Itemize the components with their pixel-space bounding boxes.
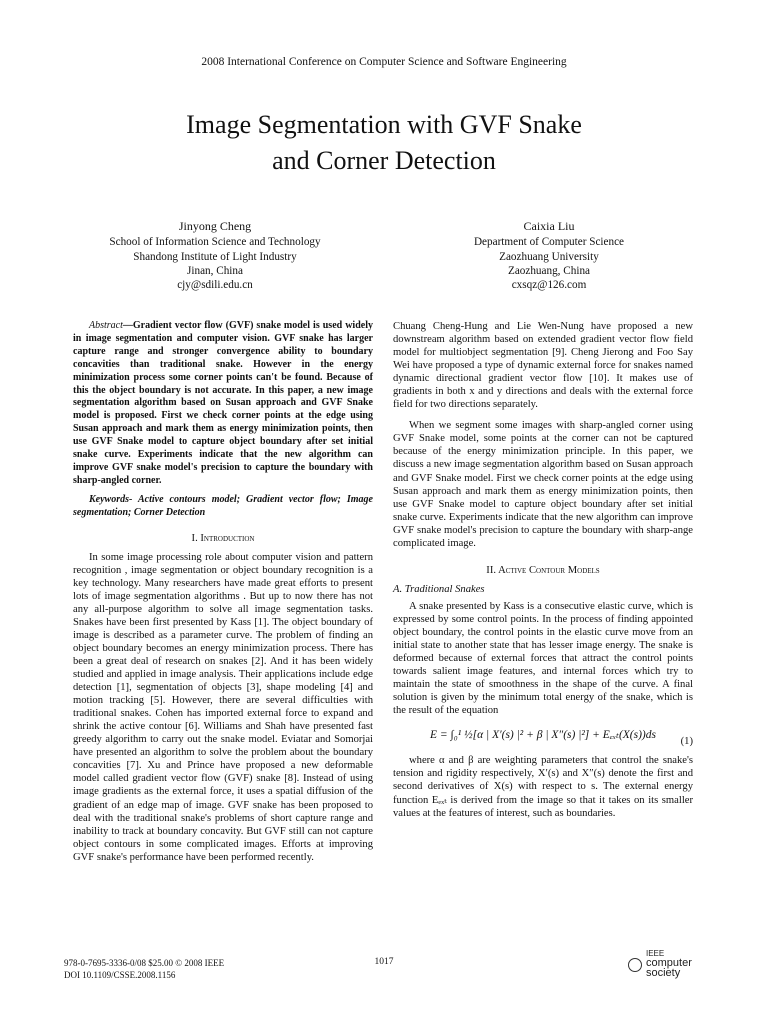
- conference-name: 2008 International Conference on Computer Science and Software Engineering: [201, 56, 567, 68]
- page-number: 1017: [374, 957, 394, 967]
- section-heading-introduction: I. Introduction: [191, 532, 255, 544]
- author-email[interactable]: cxsqz@126.com: [511, 279, 587, 292]
- footer-doi[interactable]: DOI 10.1109/CSSE.2008.1156: [64, 970, 176, 980]
- author-block-1: [50, 219, 380, 292]
- keywords: Keywords- Active contours model; Gradient vector flow; Image segmentation; Corner Detection: [73, 493, 373, 518]
- paragraph: A snake presented by Kass is a consecutive elastic curve, which is expressed by some control points. In the process of finding appointed object boundary, the control points in the elastic curve move from an initial state to another state that has lesser image energy. The snake is deformed because of external forces that attract the control points towards salient image features, and internal forces which try to maintain the state of smoothness in the shape of the curve. A final solution is given by the minimum total energy of the snake, which is the result of the equation: [393, 600, 693, 717]
- title-line-2: and Corner Detection: [272, 146, 496, 175]
- author-affiliation: School of Information Science and Technology: [109, 236, 321, 249]
- subsection-heading-traditional-snakes: A. Traditional Snakes: [393, 583, 485, 595]
- abstract-label: Abstract: [89, 320, 123, 331]
- abstract-text: —Gradient vector flow (GVF) snake model is used widely in image segmentation and computer vision. GVF snake has larger capture range and stronger convergence ability to boundary concavities than traditional snake. However in the energy minimization process some corner points can't be found. Because of this the object boundary is not accurate. In this paper, a new image segmentation algorithm based on Susan approach and GVF Snake model is proposed. First we check corner points at the edge using Susan approach and mark them as energy minimization points, then use GVF Snake model to capture object boundary after set initial snake curve. Experiments indicate that the new algorithm can improve GVF snake model's precision to capture the boundary with sharp-angled corner.: [73, 320, 373, 486]
- author-block-2: [384, 219, 714, 292]
- paper-title: [0, 107, 768, 179]
- globe-icon: [628, 958, 642, 972]
- abstract: [73, 320, 373, 488]
- author-institution: Zaozhuang University: [499, 250, 599, 263]
- paragraph: where α and β are weighting parameters that control the snake's tension and rigidity respectively, X′(s) and X″(s) denote the first and second derivatives of X(s) with respect to s. The external energy function Eₑₓₜ is derived from the image so that it takes on its smaller values at the features of interest, such as boundaries.: [393, 755, 693, 819]
- logo-main-text: computer society: [646, 957, 692, 979]
- intro-paragraph: In some image processing role about computer vision and pattern recognition , image segmentation or object boundary recognition is a key technology. Many researchers have made great efforts to present lots of image segmentation algorithms . But up to now there has not any all-purpose algorithm to solve all image segmentation tasks. Snakes have been first presented by Kass [1]. The object boundary of image is described as a parameter curve. The problem of finding an object boundary becomes an energy minimization process. There has been a great deal of research on snakes [2]. And it has been widely studied and applied in image analysis. Their applications include edge detection [1], segmentation of objects [3], shape modeling [4] and motion tracking [5]. However, there are several difficulties with traditional snakes. Cohen has imported external force to expand and shrink the active contour [6]. Williams and Shah have presented fast greedy algorithm to carry out the snake model. Eviatar and Somorjai have presented an algorithm to solve the problem about the boundary concavities [7]. Xu and Prince have proposed a new deformable model called gradient vector flow (GVF) snake [8]. Instead of using image gradients as the external force, it uses a spatial diffusion of the gradient of an edge map of image. GVF snake has been proposed to deal with the traditional snake's problems of short capture range and inability to track at boundary concavity. But GVF still can not capture object contours in some complicated images. Efforts at improving GVF snake's performance have been performed recently.: [73, 551, 373, 863]
- equation-number: (1): [680, 736, 693, 748]
- paragraph: When we segment some images with sharp-angled corner using GVF Snake model, some points at the corner can not be captured because of the energy minimization principle. In this paper, we discuss a new image segmentation algorithm based on Susan approach and GVF Snake model. First we check corner points at the edge using Susan approach and mark them as energy minimization points, then use GVF Snake model to capture object boundary after set initial snake curve. Experiments indicate that the new algorithm can improve GVF snake model's precision to capture the boundary with sharp-ange complicated image.: [393, 420, 693, 549]
- paragraph: Chuang Cheng-Hung and Lie Wen-Nung have proposed a new downstream algorithm based on extended gradient vector flow field model for multiobject segmentation [9]. Cheng Jierong and Foo Say Wei have proposed a type of dynamic external force for snakes named dynamic directional gradient vector flow [10]. It makes use of gradients in both x and y directions and deals with the external force field for two directions separately.: [393, 321, 693, 411]
- title-line-1: Image Segmentation with GVF Snake: [186, 110, 582, 139]
- left-column: [73, 320, 373, 864]
- author-email[interactable]: cjy@sdili.edu.cn: [177, 279, 253, 292]
- section-heading-active-contour: II. Active Contour Models: [486, 564, 600, 576]
- equation-1: [393, 729, 693, 748]
- ieee-computer-society-logo: [628, 950, 708, 980]
- equation-body: E = ∫₀¹ ½[α | X′(s) |² + β | X″(s) |²] + Eₑₓₜ(X(s))ds: [430, 729, 656, 742]
- author-name: Jinyong Cheng: [178, 219, 252, 233]
- author-affiliation: Department of Computer Science: [473, 236, 625, 249]
- author-city: Zaozhuang, China: [507, 264, 591, 277]
- author-city: Jinan, China: [187, 264, 243, 277]
- logo-top-text: IEEE: [646, 949, 665, 958]
- footer-isbn: 978-0-7695-3336-0/08 $25.00 © 2008 IEEE: [64, 958, 225, 968]
- author-institution: Shandong Institute of Light Industry: [133, 250, 297, 263]
- right-column: [393, 320, 693, 820]
- author-name: Caixia Liu: [523, 219, 575, 233]
